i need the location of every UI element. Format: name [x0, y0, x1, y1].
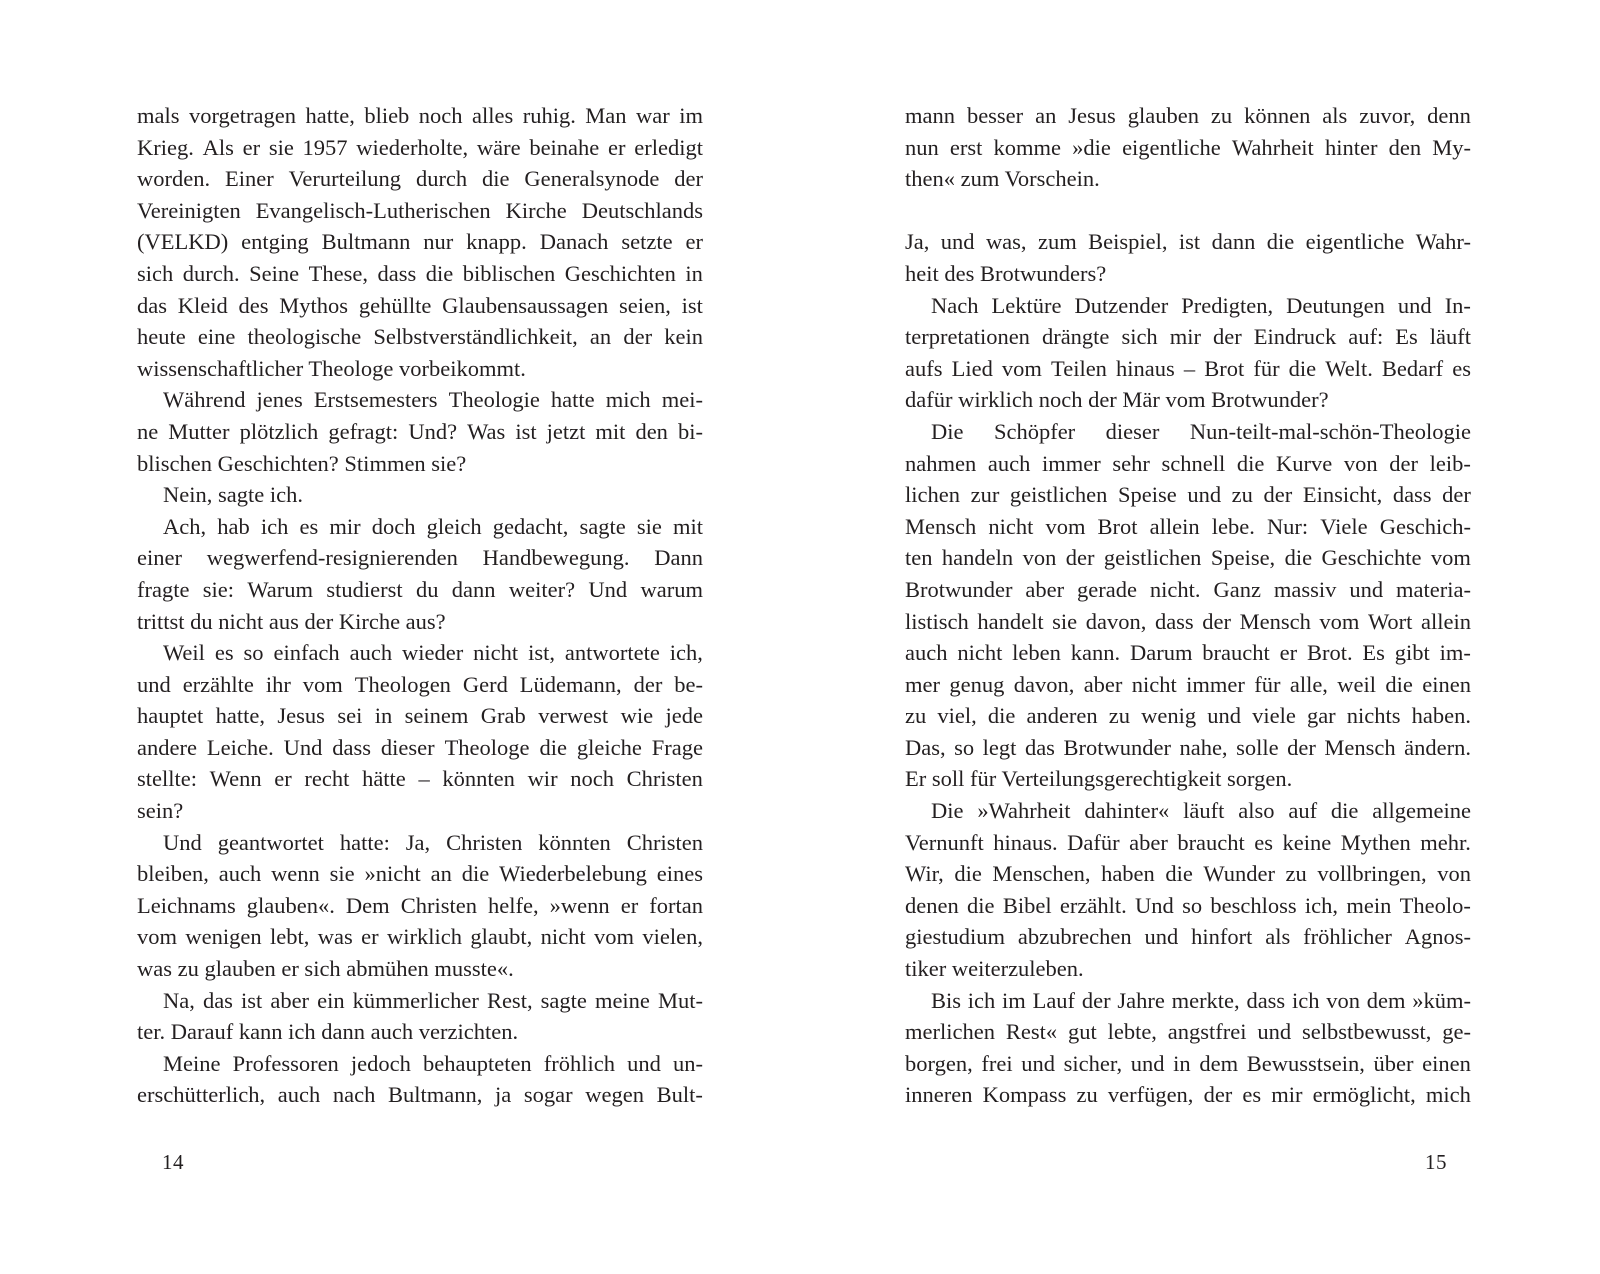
text-line: Nein, sagte ich.: [163, 482, 303, 508]
text-line: Vereinigten Evangelisch-Lutherischen Kirche Deutschlands: [137, 197, 703, 223]
text-line: Krieg. Als er sie 1957 wiederholte, wäre beinahe er erledigt: [137, 134, 703, 160]
text-line: aufs Lied vom Teilen hinaus – Brot für die Welt. Bedarf es: [905, 355, 1471, 381]
text-line: worden. Einer Verurteilung durch die Generalsynode der: [137, 166, 703, 192]
text-line: nun erst komme »die eigentliche Wahrheit hinter den My-: [905, 134, 1471, 160]
text-line: wissenschaftlicher Theologe vorbeikommt.: [137, 355, 526, 381]
text-line: giestudium abzubrechen und hinfort als fröhlicher Agnos-: [905, 924, 1471, 950]
text-line: stellte: Wenn er recht hätte – könnten wir noch Christen: [137, 766, 703, 792]
text-line: denen die Bibel erzählt. Und so beschloss ich, mein Theolo-: [905, 892, 1471, 918]
left-page-number: 14: [162, 1150, 184, 1174]
text-line: lichen zur geistlichen Speise und zu der Einsicht, dass der: [905, 482, 1471, 508]
text-line: heit des Brotwunders?: [905, 260, 1107, 286]
text-line: bleiben, auch wenn sie »nicht an die Wiederbelebung eines: [137, 861, 703, 887]
text-line: merlichen Rest« gut lebte, angstfrei und selbstbewusst, ge-: [905, 1019, 1471, 1045]
text-line: Mensch nicht vom Brot allein lebe. Nur: Viele Geschich-: [905, 513, 1471, 539]
left-page-text: [137, 100, 703, 1111]
text-line: Leichnams glauben«. Dem Christen helfe, »wenn er fortan: [137, 892, 703, 918]
text-line: Er soll für Verteilungsgerechtigkeit sorgen.: [905, 766, 1293, 792]
text-line: Die Schöpfer dieser Nun-teilt-mal-schön-Theologie: [931, 418, 1471, 444]
text-line: Die »Wahrheit dahinter« läuft also auf die allgemeine: [931, 798, 1471, 824]
text-line: auch nicht leben kann. Darum braucht er Brot. Es gibt im-: [905, 640, 1471, 666]
right-page-text: [905, 100, 1471, 1111]
text-line: vom wenigen lebt, was er wirklich glaubt, nicht vom vielen,: [137, 924, 703, 950]
text-line: Weil es so einfach auch wieder nicht ist, antwortete ich,: [163, 640, 703, 666]
text-line: inneren Kompass zu verfügen, der es mir ermöglicht, mich: [905, 1082, 1471, 1108]
text-line: ter. Darauf kann ich dann auch verzichten.: [137, 1019, 519, 1045]
text-line: blischen Geschichten? Stimmen sie?: [137, 450, 467, 476]
text-line: (VELKD) entging Bultmann nur knapp. Danach setzte er: [137, 229, 703, 255]
text-line: Das, so legt das Brotwunder nahe, solle der Mensch ändern.: [905, 734, 1471, 760]
text-line: heute eine theologische Selbstverständlichkeit, an der kein: [137, 324, 703, 350]
text-line: und erzählte ihr vom Theologen Gerd Lüdemann, der be-: [137, 671, 703, 697]
text-line: mann besser an Jesus glauben zu können als zuvor, denn: [905, 103, 1471, 128]
right-page-number: 15: [1425, 1150, 1447, 1174]
text-line: ten handeln von der geistlichen Speise, die Geschichte vom: [905, 545, 1471, 571]
text-line: borgen, frei und sicher, und in dem Bewusstsein, über einen: [905, 1050, 1471, 1076]
text-line: andere Leiche. Und dass dieser Theologe die gleiche Frage: [137, 734, 703, 760]
text-line: sein?: [137, 798, 184, 824]
text-line: zu viel, die anderen zu wenig und viele gar nichts haben.: [905, 703, 1471, 729]
text-line: Nach Lektüre Dutzender Predigten, Deutungen und In-: [931, 292, 1471, 318]
text-line: Na, das ist aber ein kümmerlicher Rest, sagte meine Mut-: [163, 987, 703, 1013]
text-line: Und geantwortet hatte: Ja, Christen könnten Christen: [163, 829, 703, 855]
text-line: Wir, die Menschen, haben die Wunder zu vollbringen, von: [905, 861, 1471, 887]
text-line: sich durch. Seine These, dass die biblischen Geschichten in: [137, 260, 703, 286]
text-line: Brotwunder aber gerade nicht. Ganz massiv und materia-: [905, 576, 1471, 602]
text-line: nahmen auch immer sehr schnell die Kurve von der leib-: [905, 450, 1471, 476]
text-line: listisch handelt sie davon, dass der Mensch vom Wort allein: [905, 608, 1471, 634]
text-line: then« zum Vorschein.: [905, 166, 1100, 192]
text-line: Während jenes Erstsemesters Theologie hatte mich mei-: [163, 387, 703, 413]
text-line: tiker weiterzuleben.: [905, 956, 1084, 982]
text-line: mals vorgetragen hatte, blieb noch alles ruhig. Man war im: [137, 103, 703, 128]
text-line: Ach, hab ich es mir doch gleich gedacht, sagte sie mit: [163, 513, 703, 539]
text-line: erschütterlich, auch nach Bultmann, ja sogar wegen Bult-: [137, 1082, 703, 1108]
text-line: mer genug davon, aber nicht immer für alle, weil die einen: [905, 671, 1471, 697]
text-line: dafür wirklich noch der Mär vom Brotwunder?: [905, 387, 1329, 413]
text-line: ne Mutter plötzlich gefragt: Und? Was ist jetzt mit den bi-: [137, 418, 703, 444]
text-line: hauptet hatte, Jesus sei in seinem Grab verwest wie jede: [137, 703, 703, 729]
text-line: einer wegwerfend-resignierenden Handbewegung. Dann: [137, 545, 703, 571]
text-line: Meine Professoren jedoch behaupteten fröhlich und un-: [163, 1050, 703, 1076]
text-line: Ja, und was, zum Beispiel, ist dann die eigentliche Wahr-: [905, 229, 1471, 255]
section-break: [905, 195, 1471, 227]
text-line: Vernunft hinaus. Dafür aber braucht es keine Mythen mehr.: [905, 829, 1471, 855]
text-line: trittst du nicht aus der Kirche aus?: [137, 608, 446, 634]
text-line: das Kleid des Mythos gehüllte Glaubensaussagen seien, ist: [137, 292, 703, 318]
text-line: terpretationen drängte sich mir der Eindruck auf: Es läuft: [905, 324, 1471, 350]
text-line: was zu glauben er sich abmühen musste«.: [137, 956, 514, 982]
text-line: fragte sie: Warum studierst du dann weiter? Und warum: [137, 576, 703, 602]
text-line: Bis ich im Lauf der Jahre merkte, dass ich von dem »küm-: [931, 987, 1471, 1013]
